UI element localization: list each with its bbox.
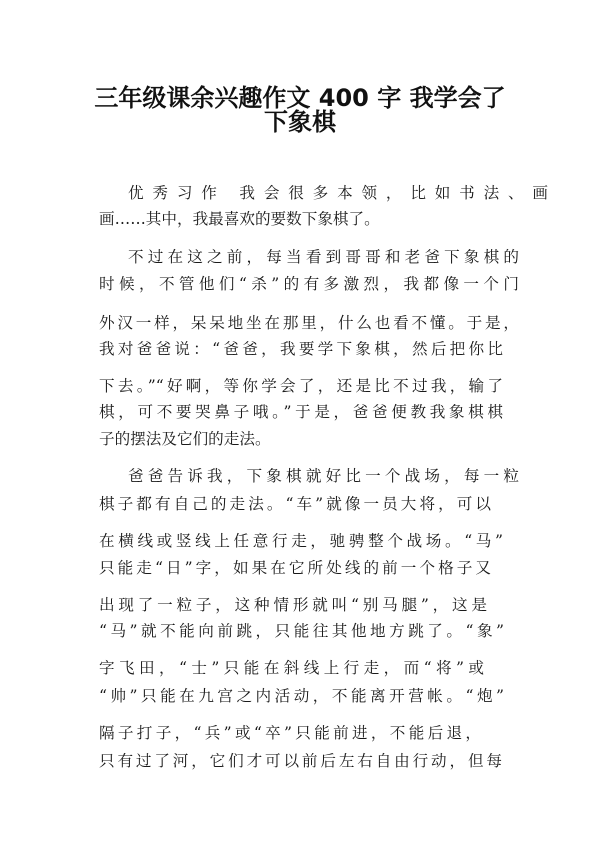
paragraph-1-line-2: 画……其中，我最喜欢的要数下象棋了。 <box>99 210 380 228</box>
paragraph-3-line-4: 只能走“日”字，如果在它所处线的前一个格子又 <box>99 559 491 577</box>
document-title-line-2: 下象棋 <box>264 108 336 136</box>
paragraph-2-line-7: 子的摆法及它们的走法。 <box>99 430 271 448</box>
paragraph-3-line-9: 隔子打子，“兵”或“卒”只能前进，不能后退， <box>99 724 481 742</box>
document-title-line-1: 三年级课余兴趣作文 400 字 我学会了 <box>94 84 506 112</box>
paragraph-3-line-6: “马”就不能向前跳，只能往其他地方跳了。“象” <box>99 622 504 640</box>
paragraph-3-line-3: 在横线或竖线上任意行走，驰骋整个战场。“马” <box>99 532 503 550</box>
paragraph-2-line-6: 棋，可不要哭鼻子哦。”于是，爸爸便教我象棋棋 <box>99 403 503 421</box>
paragraph-2-line-3: 外汉一样，呆呆地坐在那里，什么也看不懂。于是， <box>99 314 519 332</box>
paragraph-3-line-5: 出现了一粒子，这种情形就叫“别马腿”，这是 <box>99 596 487 614</box>
paragraph-1-line-1: 优秀习作 我会很多本领，比如书法、画 <box>128 184 548 202</box>
paragraph-3-line-1: 爸爸告诉我，下象棋就好比一个战场，每一粒 <box>128 467 519 485</box>
paragraph-2-line-2: 时候，不管他们“杀”的有多激烈，我都像一个门 <box>99 275 519 293</box>
paragraph-3-line-10: 只有过了河，它们才可以前后左右自由行动，但每 <box>99 752 502 770</box>
paragraph-3-line-8: “帅”只能在九宫之内活动，不能离开营帐。“炮” <box>99 687 504 705</box>
paragraph-3-line-7: 字飞田，“士”只能在斜线上行走，而“将”或 <box>99 659 484 677</box>
paragraph-2-line-1: 不过在这之前，每当看到哥哥和老爸下象棋的 <box>128 248 519 266</box>
paragraph-2-line-4: 我对爸爸说：“爸爸，我要学下象棋，然后把你比 <box>99 340 503 358</box>
paragraph-3-line-2: 棋子都有自己的走法。“车”就像一员大将，可以 <box>99 495 491 513</box>
paragraph-2-line-5: 下去。”“好啊，等你学会了，还是比不过我，输了 <box>99 377 503 395</box>
